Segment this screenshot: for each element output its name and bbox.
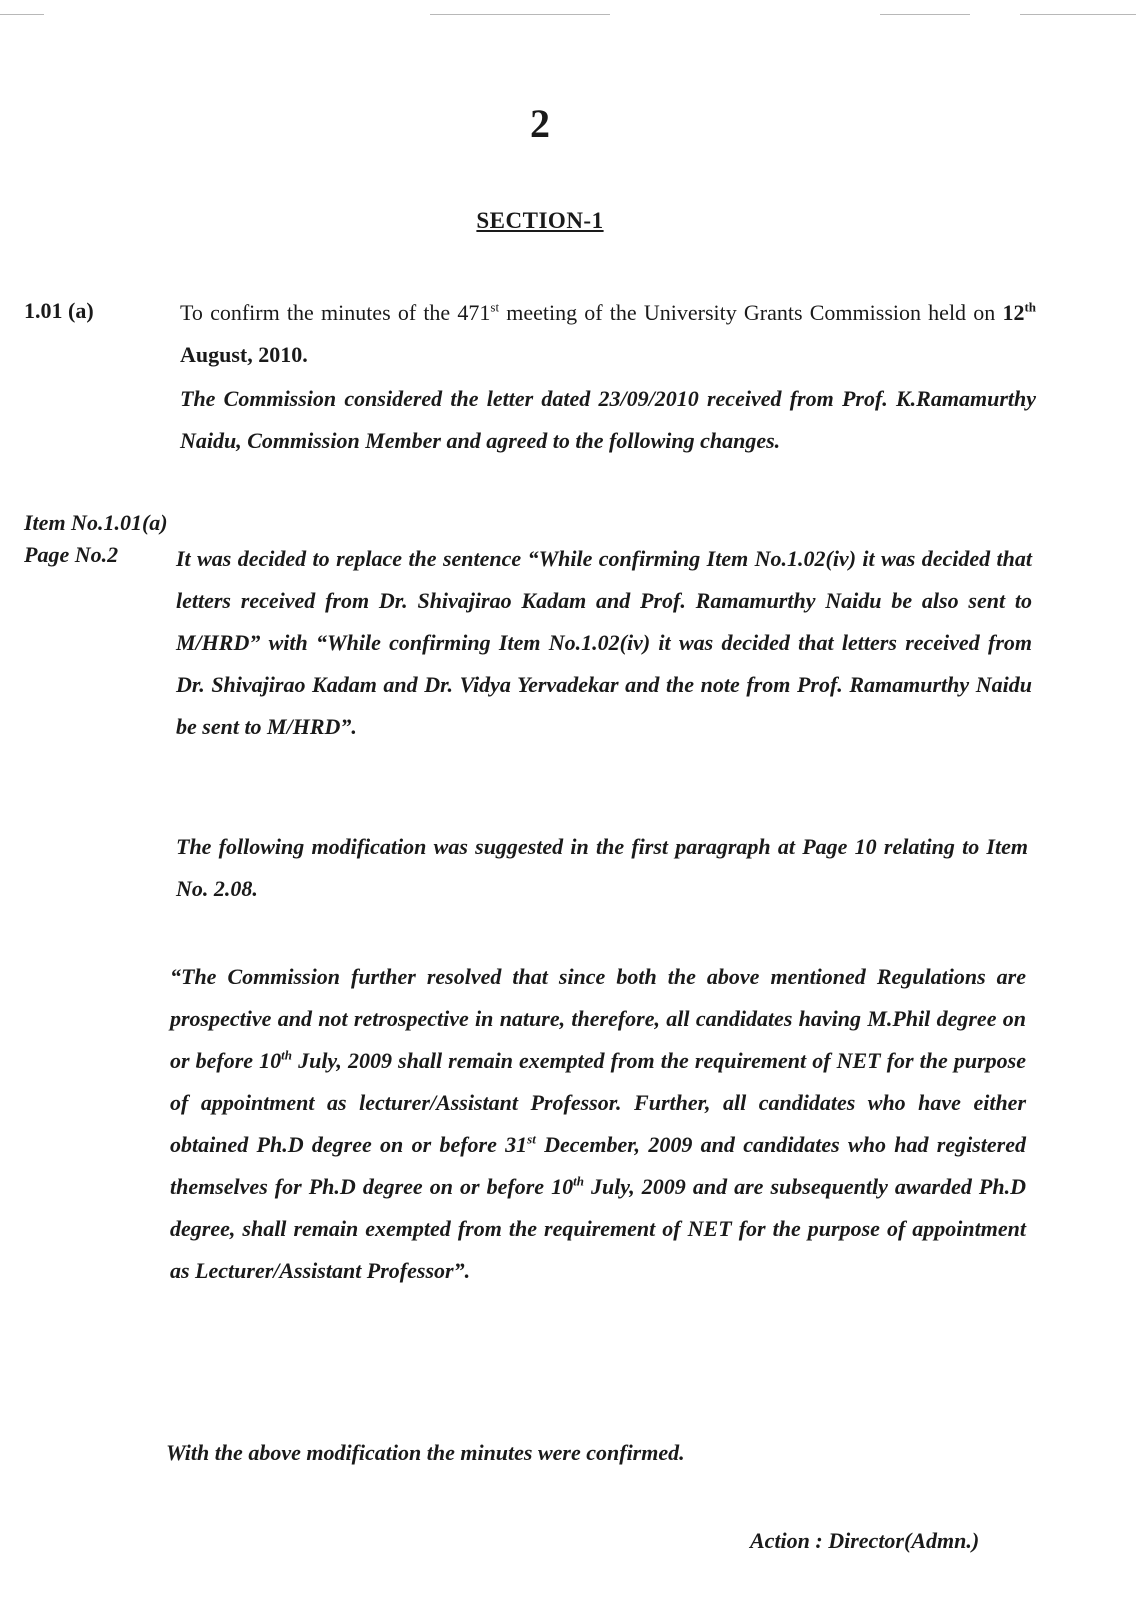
conclusion: With the above modification the minutes were confirmed. — [166, 1440, 685, 1465]
resolution-paragraph — [170, 956, 1026, 1292]
intro-text-mid: meeting of the University Grants Commission held on — [499, 300, 1003, 325]
modification-intro: The following modification was suggested in the first paragraph at Page 10 relating to Item No. 2.08. — [176, 834, 1028, 901]
scan-artifact — [430, 14, 610, 15]
resolution-sup: st — [527, 1131, 536, 1147]
resolution-text: July, 2009 shall remain exempted from the requirement of NET for the purpose of appointment as lecturer/Assistant Professor. Further, all candidates who have either obtained Ph.D degree on or before 31 — [170, 1048, 1026, 1157]
scan-artifact — [880, 14, 970, 15]
item-reference-label: Item No.1.01(a) — [24, 510, 168, 535]
resolution-text: December, 2009 and candidates who had registered themselves for Ph.D degree on or before 10 — [170, 1132, 1026, 1199]
section-title: SECTION-1 — [476, 208, 604, 233]
intro-sup: st — [490, 299, 500, 315]
item-number: 1.01 (a) — [24, 298, 94, 323]
resolution-sup: th — [281, 1047, 292, 1063]
resolution-sup: th — [573, 1173, 584, 1189]
intro-date-rest: August, 2010. — [180, 342, 308, 367]
scan-artifact — [0, 14, 44, 15]
intro-date-day: 12 — [1002, 300, 1025, 325]
page-reference-label: Page No.2 — [24, 542, 119, 567]
action-line: Action : Director(Admn.) — [750, 1528, 980, 1553]
resolution-text: July, 2009 and are subsequently awarded Ph.D degree, shall remain exempted from the requirement of NET for the purpose of appointment as Lecturer/Assistant Professor”. — [170, 1174, 1026, 1283]
replace-paragraph: It was decided to replace the sentence “While confirming Item No.1.02(iv) it was decided that letters received from Dr. Shivajirao Kadam and Prof. Ramamurthy Naidu be also sent to M/HRD” with “While confirming Item No.1.02(iv) it was decided that letters received from Dr. Shivajirao Kadam and Dr. Vidya Yervadekar and the note from Prof. Ramamurthy Naidu be sent to M/HRD”. — [176, 546, 1032, 739]
scan-artifact — [1020, 14, 1136, 15]
item-intro — [180, 292, 1036, 376]
intro-text: To confirm the minutes of the 471 — [180, 300, 491, 325]
resolution-text: “The Commission further resolved that since both the above mentioned Regulations are prospective and not retrospective in nature, therefore, all candidates having M.Phil degree on or before 10 — [170, 964, 1026, 1073]
considered-paragraph: The Commission considered the letter dated 23/09/2010 received from Prof. K.Ramamurthy Naidu, Commission Member and agreed to the following changes. — [180, 386, 1036, 453]
page-number: 2 — [530, 101, 550, 146]
intro-date-sup: th — [1024, 299, 1036, 315]
